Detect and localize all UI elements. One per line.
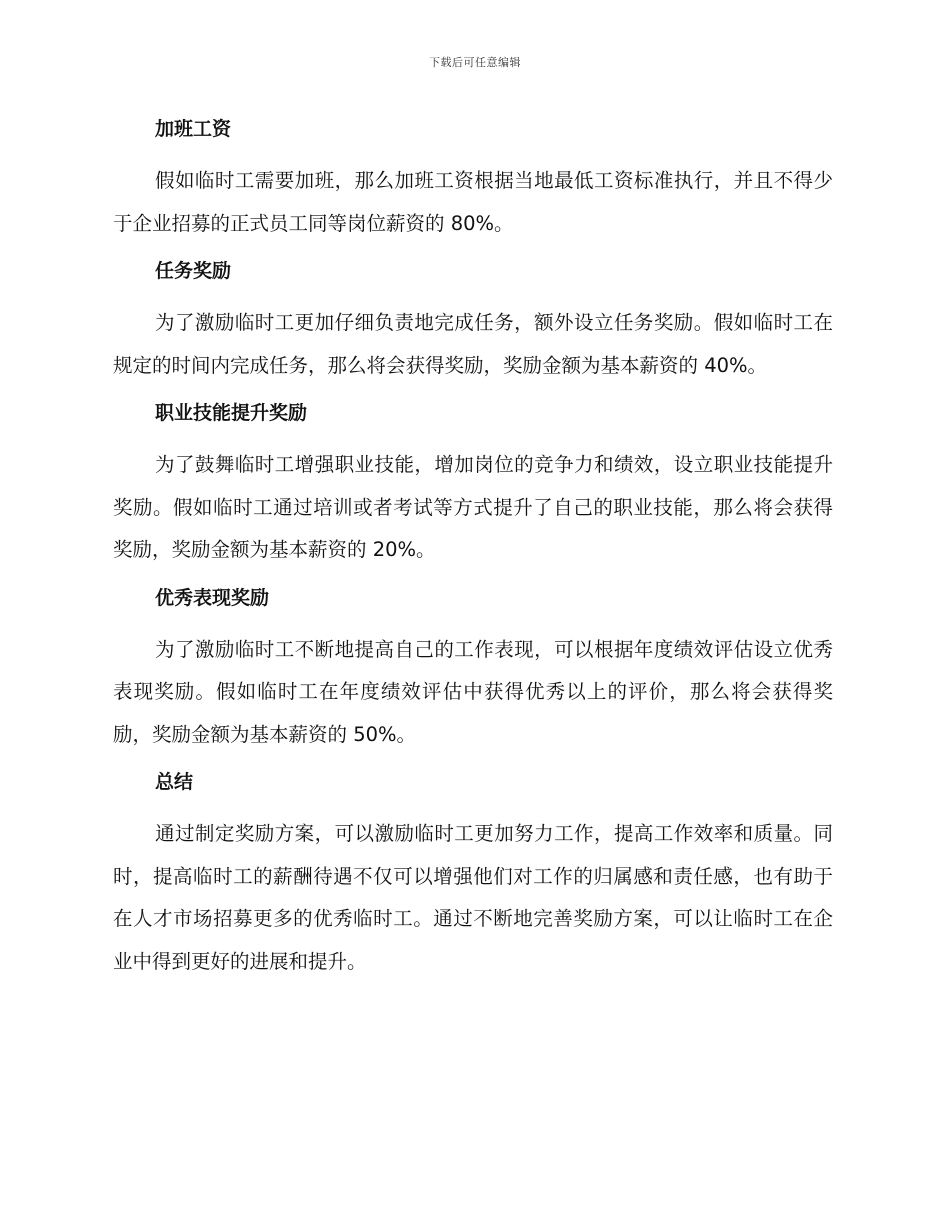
section-paragraph: 为了鼓舞临时工增强职业技能，增加岗位的竞争力和绩效，设立职业技能提升奖励。假如临时工通过培训或者考试等方式提升了自己的职业技能，那么将会获得奖励，奖励金额为基本薪资的 20%。 <box>113 453 833 561</box>
section-heading: 任务奖励 <box>155 260 232 282</box>
section-skill-reward <box>113 396 833 572</box>
section-heading: 总结 <box>155 771 194 793</box>
section-heading: 优秀表现奖励 <box>155 586 270 609</box>
section-heading: 加班工资 <box>155 118 232 140</box>
section-paragraph: 假如临时工需要加班，那么加班工资根据当地最低工资标准执行，并且不得少于企业招募的正式员工同等岗位薪资的 80%。 <box>113 169 833 235</box>
section-paragraph: 为了激励临时工更加仔细负责地完成任务，额外设立任务奖励。假如临时工在规定的时间内完成任务，那么将会获得奖励，奖励金额为基本薪资的 40%。 <box>113 311 833 377</box>
header-note: 下载后可任意编辑 <box>429 56 521 69</box>
section-heading: 职业技能提升奖励 <box>155 402 308 424</box>
document-body <box>113 112 833 992</box>
section-overtime-pay <box>113 112 833 245</box>
section-performance-reward <box>113 581 833 757</box>
section-paragraph: 为了激励临时工不断地提高自己的工作表现，可以根据年度绩效评估设立优秀表现奖励。假如临时工在年度绩效评估中获得优秀以上的评价，那么将会获得奖励，奖励金额为基本薪资的 50%。 <box>113 637 833 746</box>
section-paragraph: 通过制定奖励方案，可以激励临时工更加努力工作，提高工作效率和质量。同时，提高临时工的薪酬待遇不仅可以增强他们对工作的归属感和责任感，也有助于在人才市场招募更多的优秀临时工。通过不断地完善奖励方案，可以让临时工在企业中得到更好的进展和提升。 <box>113 822 833 973</box>
section-task-reward <box>113 254 833 387</box>
section-summary <box>113 765 833 983</box>
